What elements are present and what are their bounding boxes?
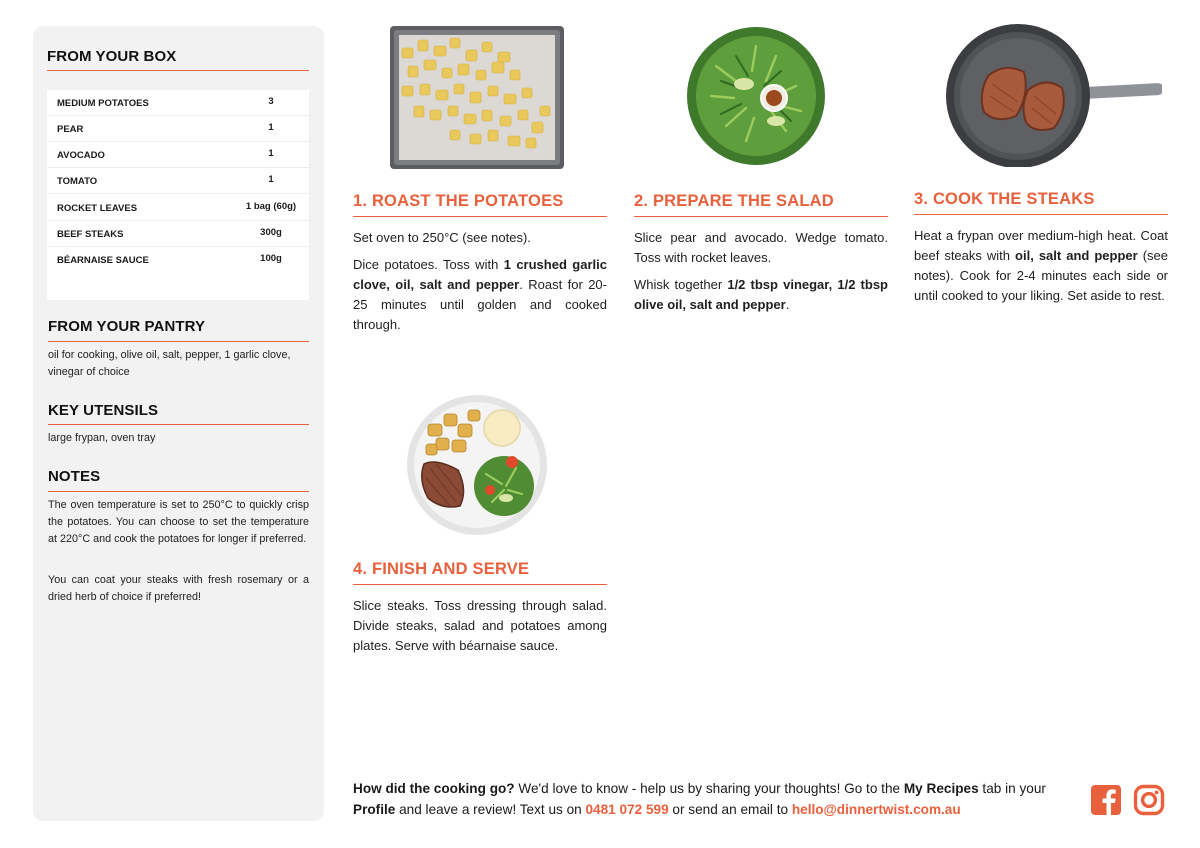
step-4-instructions: [353, 596, 607, 663]
feedback-footer: How did the cooking go? We'd love to know - help us by sharing your thoughts! Go to the My Recipes tab in your Profile and leave a review! Text us on 0481 072 599 or send an email to hello@dinnertwist.com.au: [353, 781, 1046, 817]
step-1-instructions: [353, 228, 607, 342]
divider: [353, 584, 607, 585]
ingredient-qty: 1: [268, 174, 274, 185]
divider: [48, 491, 309, 492]
step-2-para-1: Slice pear and avocado. Wedge tomato. Toss with rocket leaves.: [634, 230, 888, 265]
finished-dish-photo: [406, 394, 548, 536]
ingredient-name: TOMATO: [57, 176, 98, 187]
step-1-title: 1. ROAST THE POTATOES: [353, 192, 564, 210]
ingredient-name: AVOCADO: [57, 150, 105, 161]
ingredient-qty: 1: [268, 148, 274, 159]
key-utensils-heading: KEY UTENSILS: [48, 402, 159, 419]
table-row: [57, 247, 301, 273]
divider: [634, 216, 888, 217]
ingredient-qty: 100g: [260, 253, 282, 264]
table-row: [57, 90, 301, 116]
step-4-para-1: Slice steaks. Toss dressing through salad. Divide steaks, salad and potatoes among plates. Serve with béarnaise sauce.: [353, 598, 607, 653]
email-link[interactable]: hello@dinnertwist.com.au: [791, 802, 961, 817]
ingredients-table: [47, 90, 309, 300]
step-3-para-1: Heat a frypan over medium-high heat. Coat beef steaks with oil, salt and pepper (see notes). Cook for 2-4 minutes each side or until cooked to your liking. Set aside to rest.: [914, 228, 1169, 303]
step-4-title: 4. FINISH AND SERVE: [353, 560, 530, 578]
ingredient-qty: 1: [268, 122, 274, 133]
notes-heading: NOTES: [48, 468, 101, 485]
pantry-text: oil for cooking, olive oil, salt, pepper, 1 garlic clove, vinegar of choice: [48, 349, 291, 378]
ingredient-qty: 3: [268, 96, 274, 107]
divider: [353, 216, 607, 217]
table-row: [57, 195, 301, 221]
phone-number-link[interactable]: 0481 072 599: [585, 802, 669, 817]
facebook-icon[interactable]: [1090, 784, 1124, 818]
roast-potatoes-photo: [390, 26, 564, 169]
utensils-text: large frypan, oven tray: [48, 432, 156, 444]
table-row: [57, 168, 301, 194]
table-row: [57, 142, 301, 168]
step-2-para-2: Whisk together 1/2 tbsp vinegar, 1/2 tbsp olive oil, salt and pepper.: [634, 277, 888, 312]
divider: [47, 70, 309, 71]
step-1-para-1: Set oven to 250°C (see notes).: [353, 230, 531, 245]
ingredient-name: MEDIUM POTATOES: [57, 98, 149, 109]
ingredient-name: ROCKET LEAVES: [57, 203, 138, 214]
ingredients-sidebar: [33, 26, 324, 821]
note-2: You can coat your steaks with fresh rosemary or a dried herb of choice if preferred!: [48, 574, 309, 603]
my-recipes-link[interactable]: My Recipes: [903, 781, 979, 796]
table-row: [57, 116, 301, 142]
step-3-instructions: [914, 226, 1168, 313]
from-your-box-heading: FROM YOUR BOX: [47, 48, 177, 65]
salad-photo: [686, 26, 826, 166]
step-2-title: 2. PREPARE THE SALAD: [634, 192, 834, 210]
table-row: [57, 221, 301, 247]
divider: [48, 424, 309, 425]
ingredient-name: BEEF STEAKS: [57, 229, 124, 240]
step-2-instructions: [634, 228, 888, 322]
ingredient-qty: 300g: [260, 227, 282, 238]
step-1-para-2: Dice potatoes. Toss with 1 crushed garlic clove, oil, salt and pepper. Roast for 20-25 minutes until golden and cooked through.: [353, 257, 607, 332]
profile-link[interactable]: Profile: [353, 802, 396, 817]
from-your-pantry-heading: FROM YOUR PANTRY: [48, 318, 206, 335]
ingredient-name: BÉARNAISE SAUCE: [57, 255, 149, 266]
step-3-title: 3. COOK THE STEAKS: [914, 190, 1095, 208]
instagram-icon[interactable]: [1133, 784, 1167, 818]
steaks-frypan-photo: [944, 24, 1162, 167]
note-1: The oven temperature is set to 250°C to quickly crisp the potatoes. You can choose to set the temperature at 220°C and cook the potatoes for longer if preferred.: [48, 499, 309, 545]
divider: [914, 214, 1168, 215]
divider: [48, 341, 309, 342]
ingredient-qty: 1 bag (60g): [245, 201, 297, 212]
ingredient-name: PEAR: [57, 124, 84, 135]
footer-question: How did the cooking go?: [353, 781, 515, 796]
